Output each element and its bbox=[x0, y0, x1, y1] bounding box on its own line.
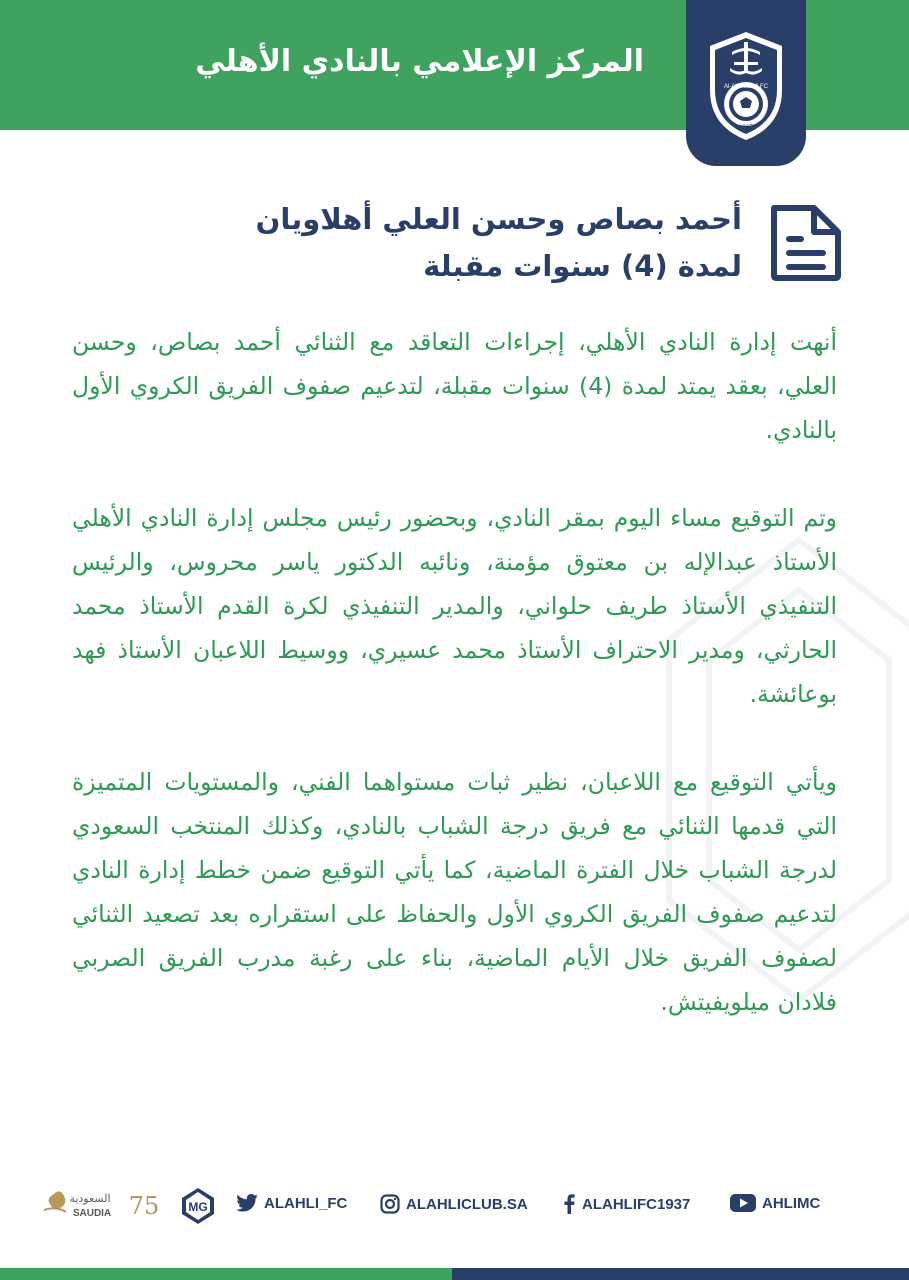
paragraph-1: أنهت إدارة النادي الأهلي، إجراءات التعاقد مع الثنائي أحمد بصاص، وحسن العلي، بعقد يمتد لمدة (4) سنوات مقبلة، لتدعيم صفوف الفريق الكروي الأول بالنادي. bbox=[72, 328, 837, 444]
document-icon bbox=[768, 204, 844, 282]
bottom-bar-green bbox=[0, 1268, 452, 1280]
facebook-label: ALAHLIFC1937 bbox=[582, 1195, 691, 1213]
youtube-label: AHLIMC bbox=[762, 1194, 821, 1212]
saudia-english: SAUDIA bbox=[72, 1208, 112, 1219]
twitter-label: ALAHLI_FC bbox=[264, 1194, 348, 1212]
mg-text: MG bbox=[188, 1200, 208, 1214]
paragraph-2: وتم التوقيع مساء اليوم بمقر النادي، وبحضور رئيس مجلس إدارة النادي الأهلي الأستاذ عبدالإله بن معتوق مؤمنة، ونائبه الدكتور ياسر محروس، والرئيس التنفيذي الأستاذ طريف حلواني، والمدير التنفيذي لكرة القدم الأستاذ محمد الحارثي، ومدير الاحتراف الأستاذ محمد عسيري، ووسيط اللاعبان الأستاذ فهد بوعائشة. bbox=[72, 504, 837, 708]
mg-logo bbox=[178, 1186, 218, 1226]
facebook-icon bbox=[562, 1194, 576, 1214]
headline-section bbox=[64, 196, 844, 296]
twitter-icon bbox=[236, 1194, 258, 1212]
paragraph-3: ويأتي التوقيع مع اللاعبان، نظير ثبات مستواهما الفني، والمستويات المتميزة التي قدمها الثنائي مع فريق درجة الشباب بالنادي، وكذلك المنتخب السعودي لدرجة الشباب خلال الفترة الماضية، كما يأتي التوقيع ضمن خطط إدارة النادي لتدعيم صفوف الفريق الكروي الأول والحفاظ على استقراره بعد تصعيد الثنائي لصفوف الفريق خلال الأيام الماضية، بناء على رغبة مدرب الفريق الصربي فلادان ميلويفيتش. bbox=[72, 768, 837, 1016]
club-logo-icon bbox=[704, 28, 788, 144]
twitter-handle[interactable] bbox=[236, 1194, 347, 1212]
youtube-handle[interactable] bbox=[730, 1194, 820, 1212]
anniversary-number: 75 bbox=[128, 1192, 160, 1220]
logo-tab bbox=[686, 0, 806, 166]
headline-line-1: أحمد بصاص وحسن العلي أهلاويان bbox=[255, 202, 742, 236]
footer bbox=[0, 1182, 909, 1232]
logo-text: Al-Ahli Saudi FC bbox=[723, 84, 769, 90]
anniversary-75-logo bbox=[124, 1188, 164, 1224]
youtube-icon bbox=[730, 1194, 756, 1212]
saudia-logo bbox=[40, 1186, 120, 1226]
watermark-pattern bbox=[649, 520, 909, 1020]
instagram-label: ALAHLICLUB.SA bbox=[406, 1195, 528, 1213]
bottom-bar-navy bbox=[452, 1268, 909, 1280]
headline bbox=[256, 196, 742, 290]
instagram-handle[interactable] bbox=[380, 1194, 528, 1214]
headline-line-2: لمدة (4) سنوات مقبلة bbox=[423, 249, 742, 283]
instagram-icon bbox=[380, 1194, 400, 1214]
facebook-handle[interactable] bbox=[562, 1194, 690, 1214]
logo-year: 1937 bbox=[739, 125, 753, 131]
header-title: المركز الإعلامي بالنادي الأهلي bbox=[195, 44, 644, 79]
saudia-arabic: السعودية bbox=[69, 1192, 111, 1205]
